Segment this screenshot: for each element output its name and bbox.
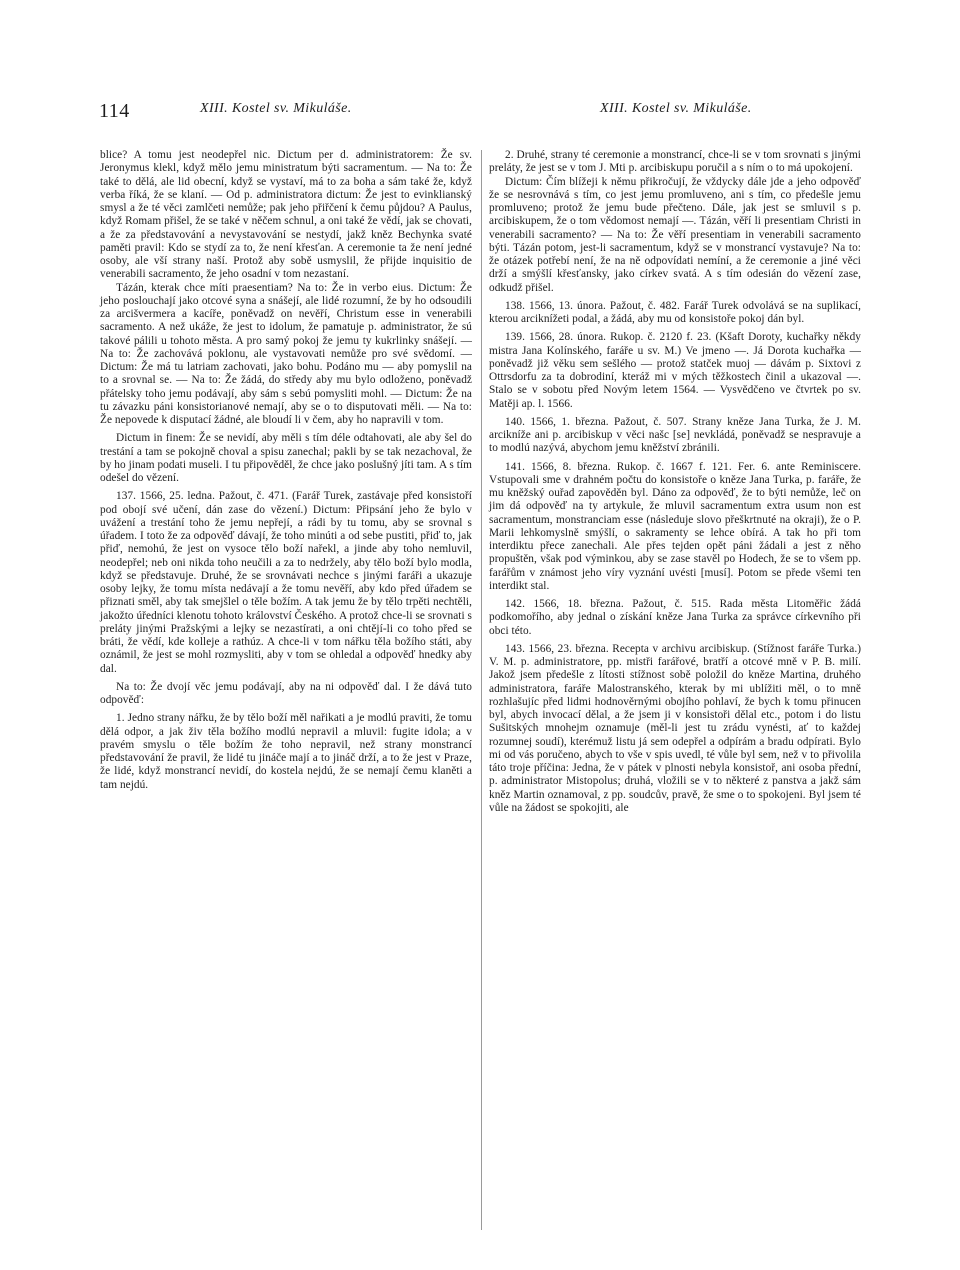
entry-139: 139. 1566, 28. února. Rukop. č. 2120 f. 23. (Kšaft Doroty, kuchařky někdy mistra Jana Kolínského, faráře u sv. M.) Ve jmeno —. Já Dorota kuchařka — poněvadž již věku sem sešlého — protož statček muoj — dávám p. Sixtovi z Ottrsdorfu za ta dobrodiní, kteráž mi v mých těžkostech činil a ukazoval —. Stalo se v sobotu před Novým letem 1564. — Vysvědčeno ve čtvrtek po sv. Matěji ap. l. 1566. [489,331,861,410]
right-paragraph: 2. Druhé, strany té ceremonie a monstrancí, chce-li se v tom srovnati s jinými preláty, že jest se v tom J. Mti p. arcibiskupu poručil a s ním o to má upokojení. [489,149,861,175]
entry-137: 137. 1566, 25. ledna. Pažout, č. 471. (Farář Turek, zastávaje před konsistoří pod obojí své učení, dán zase do vězení.) Dictum: Připsání jeho že bylo v uvážení a trestání toho že jemu nepřejí, a rádi by tu tomu, aby se srovnal s úřadem. I toto že za odpověď dávají, že toho minúti a od sebe pustiti, přiď to, jak přiď, nemohú, že jest on vysoce tělo boží nařekl, a jinde aby toho nemluvil, neodepřel; neb oni nikda toho neučili a za to nedržely, aby tělo boží bylo modla, když se představuje. Druhé, že se srovnávati nechce s jinými faráři a ukazuje osoby lejky, že tomu místa nedávají a že tomu nevěří, aby kdo před úřadem se přiznati směl, aby tak smejšlel o těle božím. A tak jemu že by tělo trpěti nechtěli, jakožto úředníci klenotu tohoto království Českého. A protož chce-li se srovnati s preláty jinými Pražskými a lejky se nezastírati, a oni chtějí-li co toho před se bráti, že vědí, kde kolleje a rathúz. A chce-li v tom nářku těla božího státi, aby oznámil, že jest se mohl rozmysliti, aby v tom se ohledal a odpověď hnedky aby dal. [100,490,472,675]
column-divider [481,150,482,1230]
left-paragraph: Dictum in finem: Že se nevidí, aby měli s tím déle odtahovati, ale aby šel do trestání a tam se pokojně choval a spisu zanechal; pakli by se tak nezachoval, že by ho jinam podati museli. I tu připověděl, že chce jako poslušný jíti tam. A s tím odešel do vězení. [100,432,472,484]
right-paragraph: Dictum: Čím blížeji k němu přikročují, že vždycky dále jde a jeho odpověď že se nesrovnává s tím, co jest jemu promluveno, ani s tím, co předešle jemu promluveno; protož že jemu bude přečteno. Dále, jak jest se smluvil s p. arcibiskupem, že o tom vědomost nemají —. Tázán, věří li presentiam Christi in venerabili sacramento? — Na to: Že věří presentiam in venerabili sacramento býti. Tázán potom, jest-li sacramentum, když se v monstrancí vystavuje? Na to: že otázek potřebí není, že na ně odpovídati nemíní, a že ceremonie a jiné věci drží a smýšlí křesťansky, jako církev svatá. A s tím odesián do vězení zase, odkudž přišel. [489,175,861,294]
running-head-left: XIII. Kostel sv. Mikuláše. [200,101,352,116]
entry-143: 143. 1566, 23. března. Recepta v archivu arcibiskup. (Stížnost faráře Turka.) V. M. p. administratore, pp. mistři farářové, bratří a otcové mně v P. B. milí. Jakož jsem předešle z lítosti stížnost sobě položil do kněze Martina, druhého administratora, faráře Malostranského, kterak by mi ublížiti měl, o to mně rozhlašujíc před lidmi hodnověrnými obojího pohlaví, že bych k tomu přinucen byl, abych invocací dělal, a že jsem ji v konsistoři dělal etc., potom i do listu Sušitských mnohejm oznamuje (měl-li jest tu zrádu vynésti, ať to každej rozumnej soudí), kterémuž listu já sem odepřel a odpírám a bradu odpírati. Bylo mi od vás poručeno, abych to vše v spis uvedl, té vůle byl sem, než v to přivolila táto troje příčina: Jedna, že v pátek v plnosti nebyla konsistoř, ani osoba přední, p. administrator Mistopolus; druhá, vložili se v to některé z panstva a jakž sám kněz Martin oznamoval, z pp. soudcův, pravě, že sme o to spokojeni. Byl jsem té vůle na žádost se spokojiti, ale [489,642,861,814]
left-paragraph: Na to: Že dvojí věc jemu podávají, aby na ni odpověď dal. I že dává tuto odpověď: [100,680,472,706]
entry-140: 140. 1566, 1. března. Pažout, č. 507. Strany kněze Jana Turka, že J. M. arciknížе ani p. arcibiskup v věci našc [se] nevkládá, poněvadž se nespravuje a to modlú nazývá, abychom jemu kněžství zbránili. [489,415,861,455]
page-number: 114 [99,100,130,122]
left-paragraph: Tázán, kterak chce míti praesentiam? Na to: Že in verbo eius. Dictum: Že jeho poslouchají jako otcové syna a snášejí, ale lidé rozumní, že by ho odsoudili za arcišvermera a kacíře, poněvadž on nevěří, Christum esse in venerabili sacramento. A než ukáže, že jest to idolum, že pamatuje p. administrator, že sú takové pálili u tohoto města. A pro samý pokoj že jemu ty kukrlinky snášejí. — Na to: Že zachovává poklonu, ale vystavovati nemůže pro své svědomí. — Dictum: Že má tu latriam zachovati, jako bohu. Podáno mu — aby pomyslil na to a srovnal se. — Na to: Že žádá, do středy aby mu bylo odloženo, poněvadž přátelsky toho jemu podávají, aby sám s sebú pomysliti mohl. — Dictum: Že na tu závazku páni konsistorianové nemají, aby se o to disputovati měli. — Na to: Že nepovede k disputací žádné, ale bloudí li v čem, aby ho napravili v tom. [100,281,472,426]
left-paragraph: 1. Jedno strany nářku, že by tělo boží měl nařikati a je modlú praviti, že tomu dělá odpor, a jak živ těla božího modlú nepravil a mluvil: fugite idola; a v pravém smyslu o těle božím že toho nepravil, než strany monstrancí představování že pravil, že lidé tu jináče mají a to jináč drží, a to že jest v Praze, že lidé, když monstrancí nevidí, do kostela nejdú, že se nemají čemu klaněti a tam nejdú. [100,712,472,791]
left-paragraph: blice? A tomu jest neodepřel nic. Dictum per d. administratorem: Že sv. Jeronymus klekl, když mělo jemu ministratum býti sacramentum. — Na to: Že také to dělá, ale lid obecní, když se vystaví, má to za boha a sám také že, když verba říká, že se klaní. — Od p. administratora dictum: Že jest to evinklianský smysl a že té věci zamlčeti nemůže; pak jeho přiřčení k čemu půjdou? A Paulus, když Romam přišel, že se také v něčem schnul, a oni také že vědí, jak se chovati, a že za představování a nevystavování se nestydí, jakž kněz Bechynka svaté paměti pravil: Kdo se stydí za to, že není křesťan. A ceremonie ta že není jedné osoby, ale vší strany naší. Protož aby sobě usmyslil, že přijde inquisitio de venerabili sacramento, že jeho osadní v tom nezastaní. [100,149,472,281]
running-head-right: XIII. Kostel sv. Mikuláše. [600,101,752,116]
left-column [100,149,472,792]
entry-141: 141. 1566, 8. března. Rukop. č. 1667 f. 121. Fer. 6. ante Reminiscere. Vstupovali sme v drahném počtu do konsistoře o kněze Jana Turka, p. faráře, že mu kněžský ouřad zapověděn byl. Dáno za odpověď, že to býti nemůže, leč on jim dá odpověď na ty artykule, že mluvil sacramentum extra usum non est sacramentum, monstranciam esse (následuje slovo přeškrtnuté na okraji), že o P. Marii lehkomyslně smýšlí, o sakramenty se lehce obírá. A tak ho při tom interdiktu přece zanechali. Ale přes tejden opět páni žádali a jest z něho propuštěn, však pod výminkou, aby se zase stavěl po Hodech, že se to všem pp. farářům v známost jeho víry vyznání uvésti [musí]. Potom se přede všemi ten interdikt stal. [489,460,861,592]
right-column [489,149,861,815]
entry-142: 142. 1566, 18. března. Pažout, č. 515. Rada města Litoměřic žádá podkomořího, aby jednal o získání kněze Jana Turka za správce církevního při obci této. [489,598,861,637]
entry-138: 138. 1566, 13. února. Pažout, č. 482. Farář Turek odvolává se na suplikací, kterou arciknížeti podal, a žádá, aby mu od konsistoře pokoj dán byl. [489,299,861,325]
